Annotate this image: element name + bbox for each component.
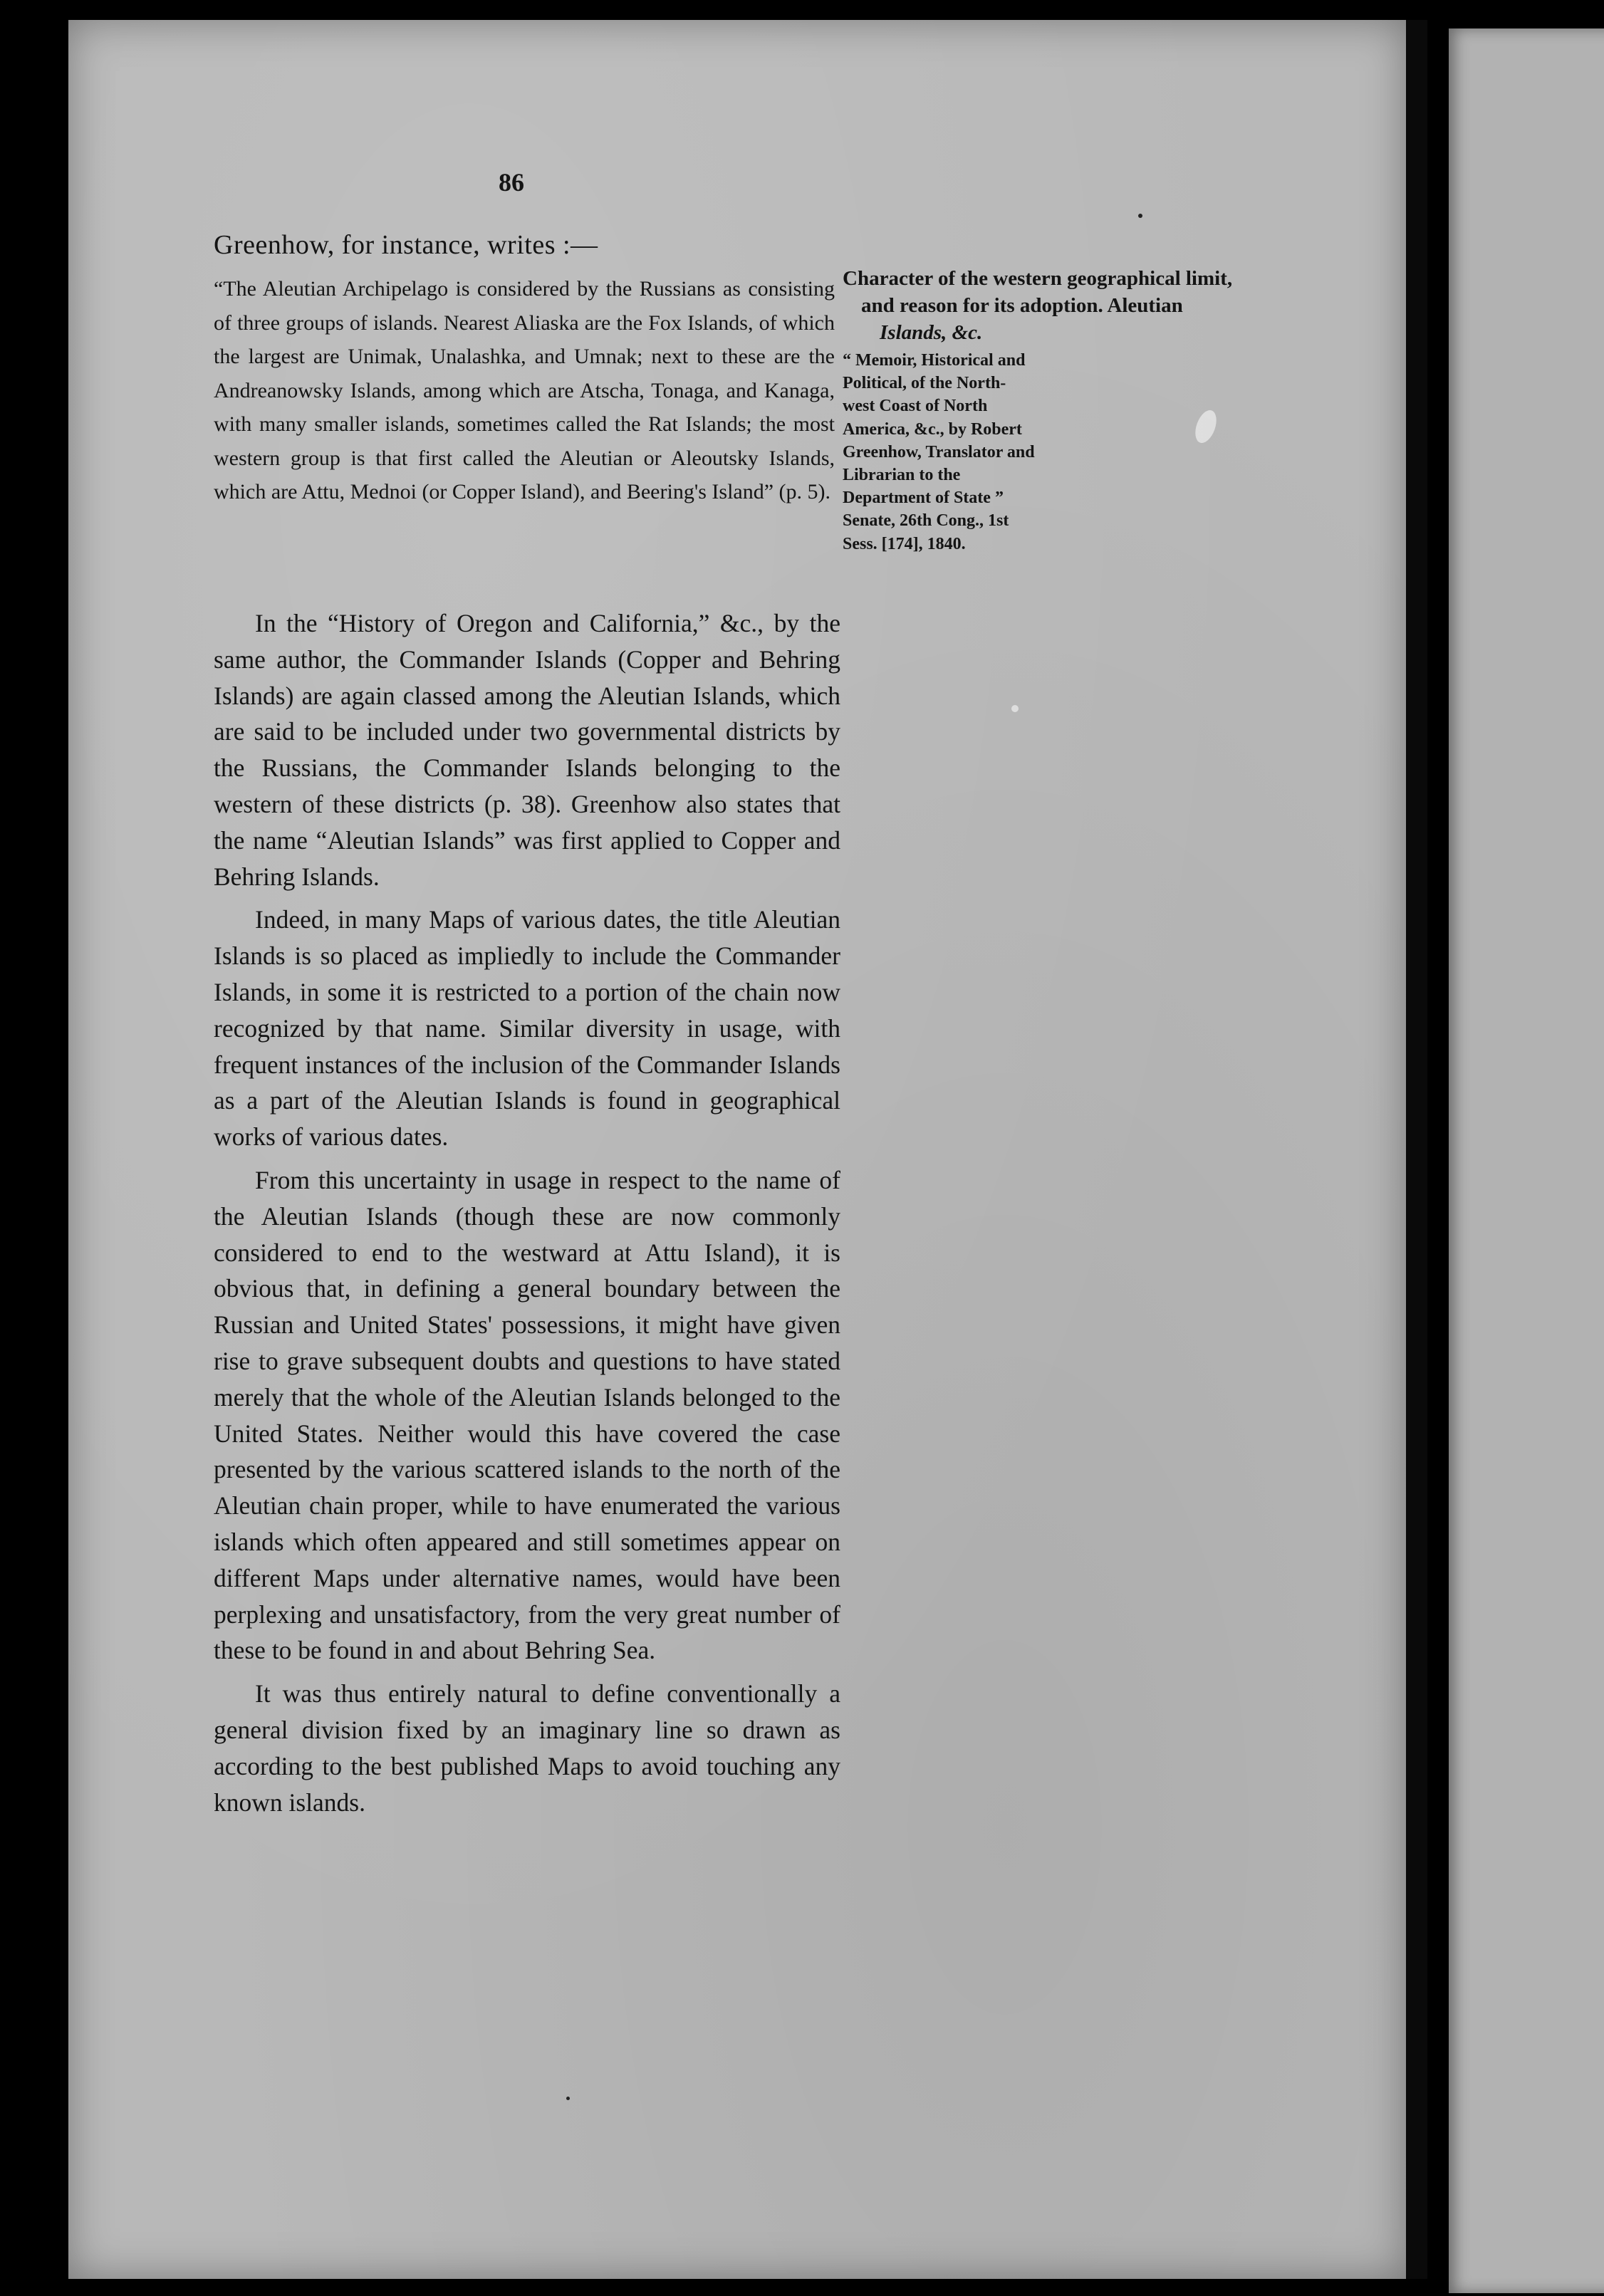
intro-line: Greenhow, for instance, writes :—: [214, 230, 598, 260]
margin-citation-note: “ Memoir, Historical and Political, of the North-west Coast of North America, &c., by Robert Greenhow, Translator and Librarian to the Department of State ” Senate, 26th Cong., 1st Sess. [174], 1840.: [843, 351, 1035, 553]
paragraph-history-of-oregon: In the “History of Oregon and California,” &c., by the same author, the Commander Islands (Copper and Behring Islands) are again classed among the Aleutian Islands, which are said to be included under two governmental districts by the Russians, the Commander Islands belonging to the western of these districts (p. 38). Greenhow also states that the name “Aleutian Islands” was first applied to Copper and Behring Islands.: [214, 609, 840, 891]
margin-heading-line-2: and reason for its adoption. Aleutian: [861, 294, 1183, 317]
block-quote: [214, 272, 835, 509]
page-number: 86: [499, 168, 524, 197]
ink-speck: [1138, 214, 1142, 218]
margin-heading-line-3: Islands, &c.: [880, 321, 983, 344]
page-gutter: [1406, 20, 1427, 2279]
paragraph-conventional-division: It was thus entirely natural to define conventionally a general division fixed by an imaginary line so drawn as according to the best published Maps to avoid touching any known islands.: [214, 1679, 840, 1817]
paper-blemish: [1011, 705, 1019, 712]
paragraph-uncertainty-in-usage: From this uncertainty in usage in respect to the name of the Aleutian Islands (though these are now commonly considered to end to the westward at Attu Island), it is obvious that, in defining a general boundary between the Russian and United States' possessions, it might have given rise to grave subsequent doubts and questions to have stated merely that the whole of the Aleutian Islands belonged to the United States. Neither would this have covered the case presented by the various scattered islands to the north of the Aleutian chain proper, while to have enumerated the various islands which often appeared and still sometimes appear on different Maps under alternative names, would have been perplexing and unsatisfactory, from the very great number of these to be found in and about Behring Sea.: [214, 1165, 840, 1665]
quote-text: “The Aleutian Archipelago is considered by the Russians as consisting of three groups of islands. Nearest Aliaska are the Fox Islands, of which the largest are Unimak, Unalashka, and Umnak; next to these are the Andreanowsky Islands, among which are Atscha, Tonaga, and Kanaga, with many smaller islands, sometimes called the Rat Islands; the most western group is that first called the Aleutian or Aleoutsky Islands, which are Attu, Mednoi (or Copper Island), and Beering's Island” (p. 5).: [214, 277, 835, 503]
body-text: [214, 605, 840, 1827]
adjacent-page-edge: [1449, 28, 1604, 2293]
margin-heading: [843, 265, 1350, 346]
ink-speck: [566, 2097, 570, 2100]
margin-heading-line-1: Character of the western geographical limit,: [843, 267, 1233, 290]
paragraph-maps-of-various-dates: Indeed, in many Maps of various dates, the title Aleutian Islands is so placed as impliedly to include the Commander Islands, in some it is restricted to a portion of the chain now recognized by that name. Similar diversity in usage, with frequent instances of the inclusion of the Commander Islands as a part of the Aleutian Islands is found in geographical works of various dates.: [214, 905, 840, 1152]
